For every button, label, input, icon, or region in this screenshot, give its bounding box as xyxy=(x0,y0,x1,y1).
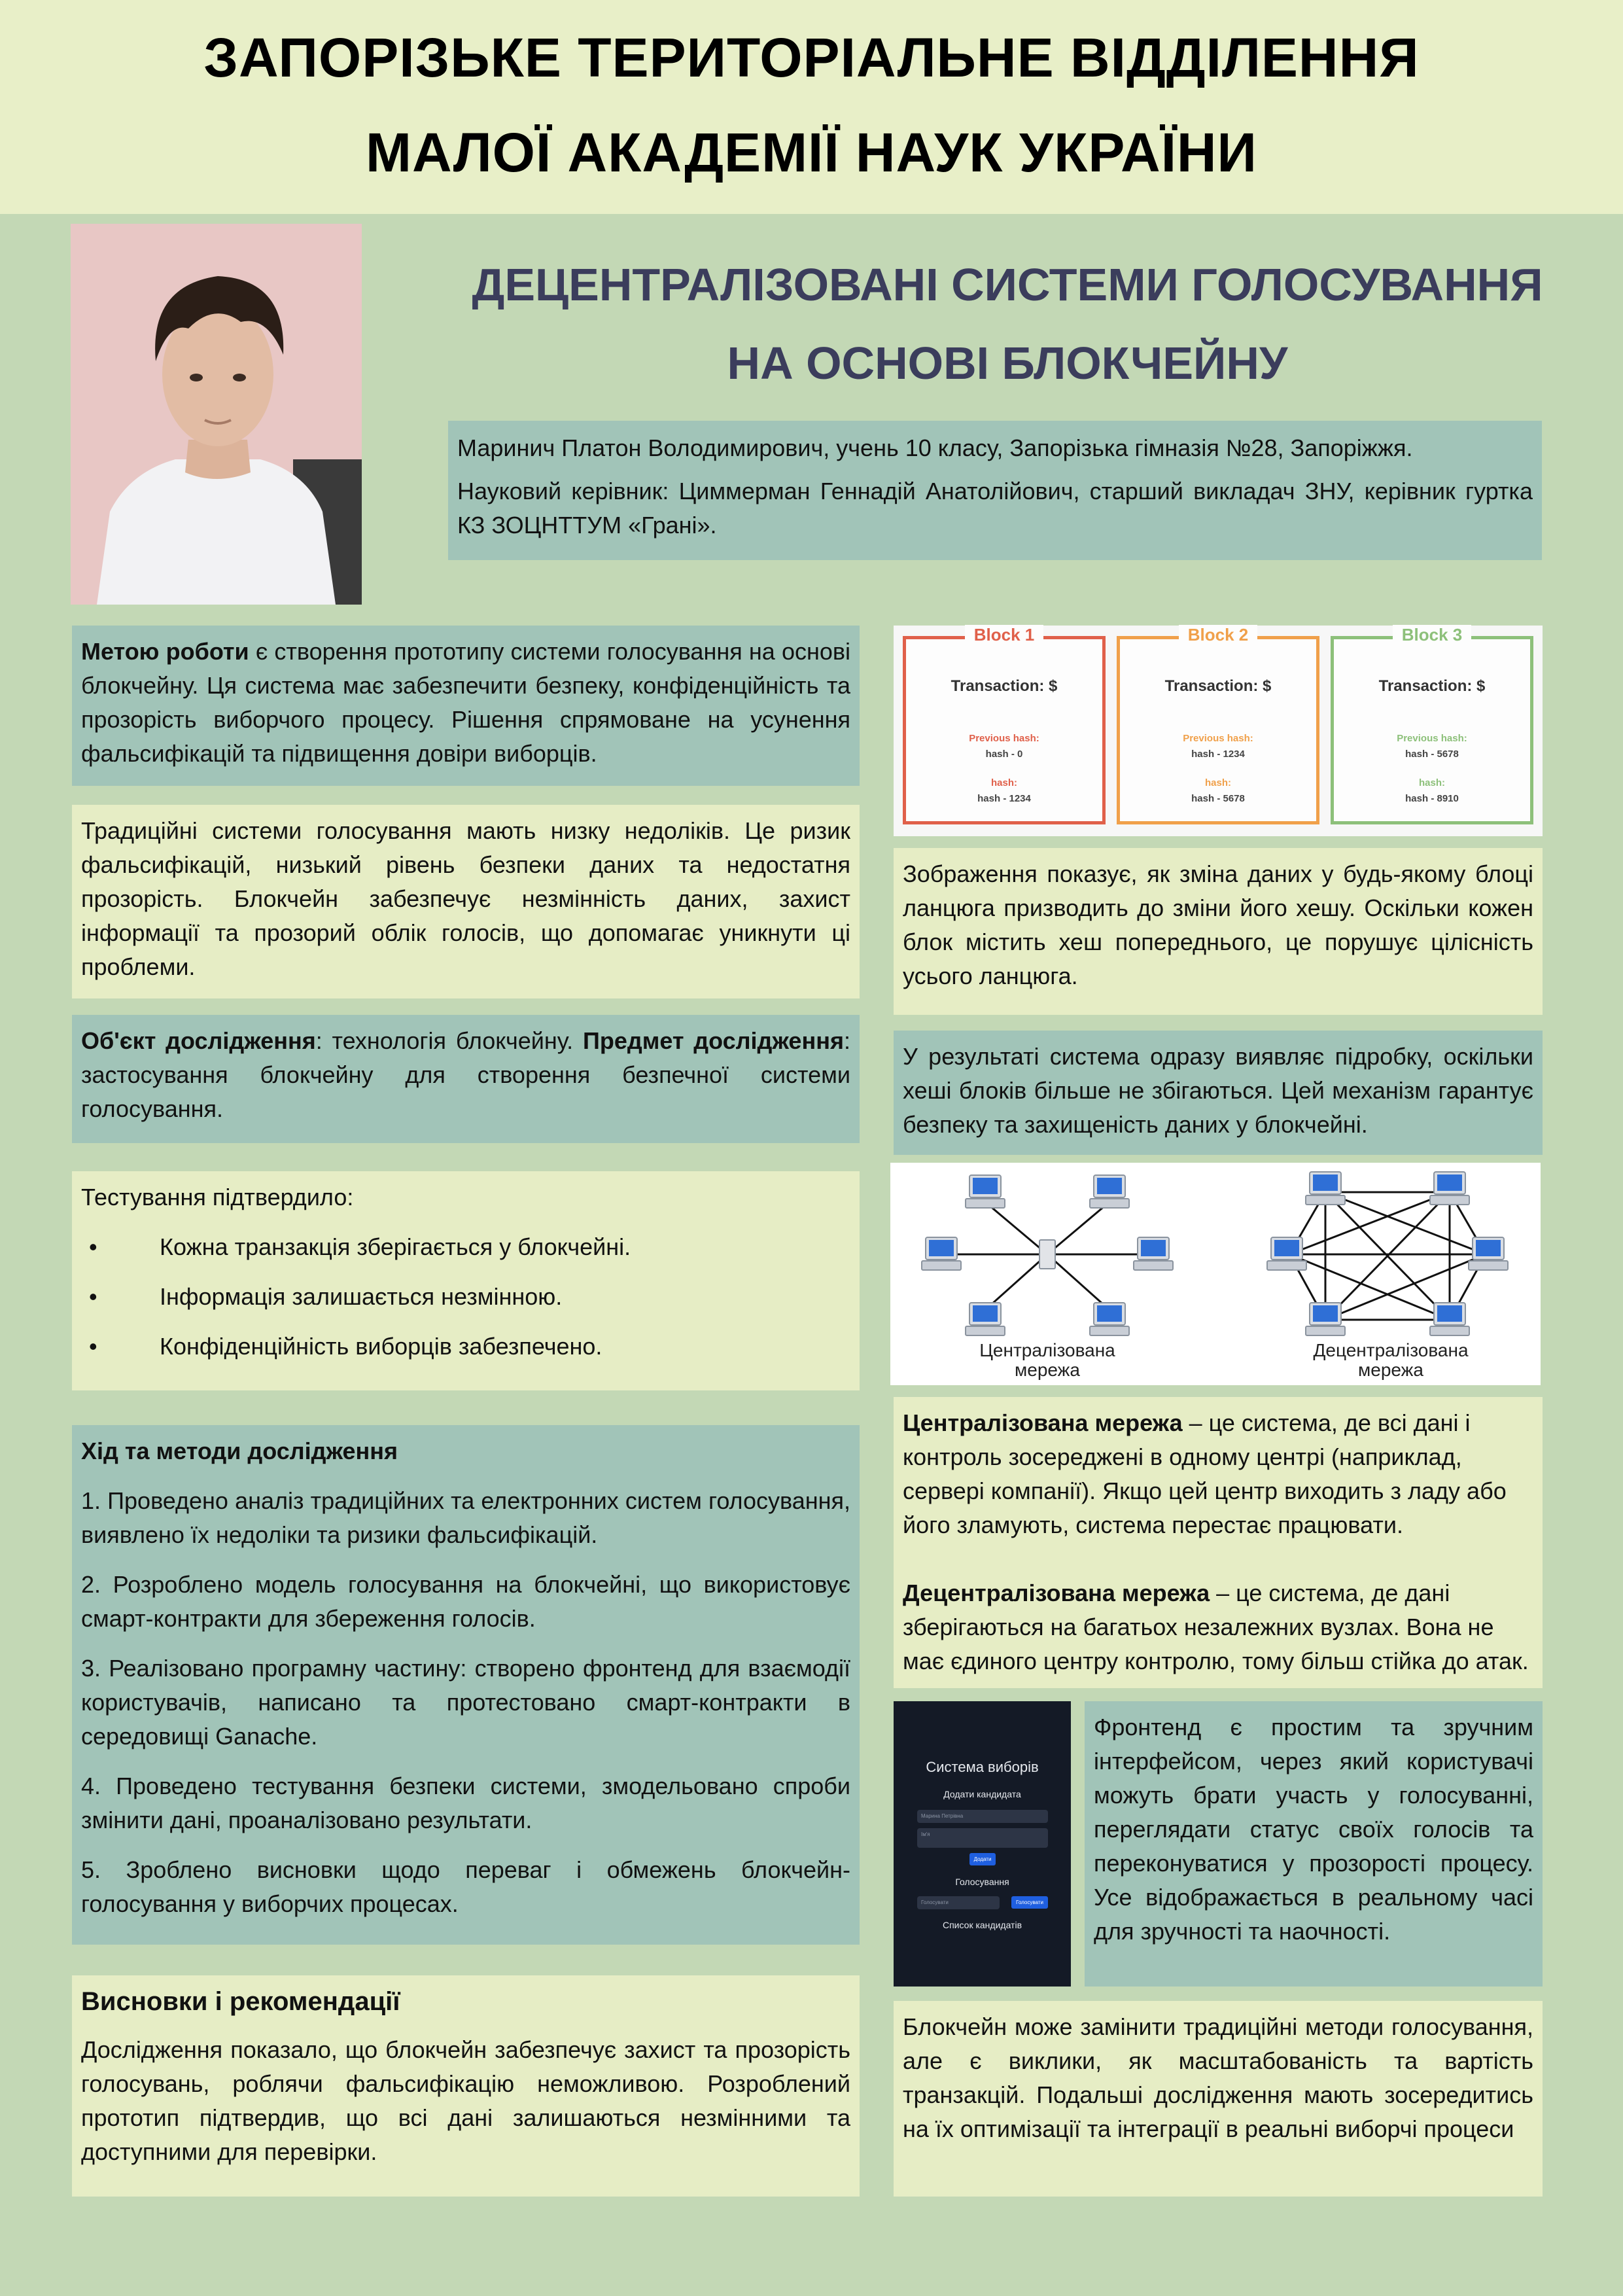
header xyxy=(0,0,1623,214)
decentralized-text: – це система, де дані зберігаються на багатьох незалежних вузлах. Вона не має єдиного центру контролю, тому більш стійка до атак. xyxy=(903,1580,1529,1674)
author-photo xyxy=(71,224,362,605)
centralized-caption: Централізована мережа xyxy=(979,1340,1115,1380)
result-box xyxy=(894,1031,1543,1155)
app-candidate-list: Список кандидатів xyxy=(942,1920,1022,1930)
app-voting-label: Голосування xyxy=(955,1877,1009,1887)
testing-box xyxy=(72,1171,860,1390)
testing-intro: Тестування підтвердило: xyxy=(81,1184,354,1210)
app-vote-field: Голосувати xyxy=(917,1896,1000,1909)
list-item: • Інформація залишається незмінною. xyxy=(81,1280,850,1314)
method-item: 3. Реалізовано програмну частину: створено фронтенд для взаємодії користувачів, написано та протестовано смарт-контракти в середовищі Ganache. xyxy=(81,1655,850,1750)
methods-heading: Хід та методи дослідження xyxy=(81,1438,398,1464)
networks-box xyxy=(894,1397,1543,1688)
conclusions-text: Дослідження показало, що блокчейн забезпечує захист та прозорість голосувань, роблячи фальсифікацію неможливою. Розроблений прототип підтвердив, що всі дані залишаються незмінними та доступними для перевірки. xyxy=(81,2036,850,2165)
goal-paragraph xyxy=(81,635,850,771)
block-hash-value: hash - 1234 xyxy=(977,793,1031,804)
goal-box xyxy=(72,626,860,786)
frontend-text: Фронтенд є простим та зручним інтерфейсом, через який користувачі можуть брати участь у голосуванні, переглядати статус своїх голосів та переконуватися у прозорості процесу. Усе відображається в реальному часі для зручності та наочності. xyxy=(1094,1714,1533,1945)
app-title: Система виборів xyxy=(926,1759,1039,1775)
poster-title-line-2: НА ОСНОВІ БЛОКЧЕЙНУ xyxy=(727,338,1288,389)
decentralized-links xyxy=(1289,1192,1486,1320)
student-info: Маринич Платон Володимирович, учень 10 класу, Запорізька гімназія №28, Запоріжжя. xyxy=(457,434,1413,461)
block-title: Block 3 xyxy=(1393,625,1472,645)
object-text: : технологія блокчейну. xyxy=(315,1027,574,1054)
conclusions-heading: Висновки і рекомендації xyxy=(81,1987,400,2016)
research-object-paragraph xyxy=(81,1024,850,1126)
list-item: • Кожна транзакція зберігається у блокчейні. xyxy=(81,1230,850,1264)
method-item: 5. Зроблено висновки щодо переваг і обмежень блокчейн-голосування у виборчих процесах. xyxy=(81,1856,850,1917)
research-object-box xyxy=(72,1015,860,1143)
future-text: Блокчейн може замінити традиційні методи голосування, але є виклики, як масштабованість та вартість транзакцій. Подальші дослідження мають зосередитись на їх оптимізації та інтеграції в реальні виборчі процеси xyxy=(903,2013,1533,2142)
traditional-text: Традиційні системи голосування мають низку недоліків. Це ризик фальсифікацій, низький рівень безпеки даних та недостатня прозорість. Блокчейн забезпечує незмінність даних, захист інформації та прозорий облік голосів, що допомагає уникнути ці проблеми. xyxy=(81,817,850,980)
app-name-field: Марина Петрівна xyxy=(917,1810,1048,1823)
header-line-1: ЗАПОРІЗЬКЕ ТЕРИТОРІАЛЬНЕ ВІДДІЛЕННЯ xyxy=(203,27,1420,88)
object-label: Об'єкт дослідження xyxy=(81,1027,316,1054)
network-diagram xyxy=(890,1163,1541,1385)
block-prev-hash-value: hash - 5678 xyxy=(1405,749,1459,760)
app-vote-button: Голосувати xyxy=(1011,1896,1048,1909)
block-prev-hash-label: Previous hash: xyxy=(1397,733,1467,744)
traditional-systems-box xyxy=(72,805,860,998)
blockchain-diagram xyxy=(894,626,1543,836)
list-item: • Конфіденційність виборців забезпечено. xyxy=(81,1330,850,1364)
method-item: 2. Розроблено модель голосування на блокчейні, що використовує смарт-контракти для збереження голосів. xyxy=(81,1571,850,1632)
block-card xyxy=(1331,625,1533,824)
server-icon xyxy=(1039,1240,1055,1269)
image-explanation-text: Зображення показує, як зміна даних у будь-якому блоці ланцюга призводить до зміни його хешу. Оскільки кожен блок містить хеш попереднього, це порушує цілісність усього ланцюга. xyxy=(903,860,1533,989)
goal-lead: Метою роботи xyxy=(81,638,249,665)
method-item: 4. Проведено тестування безпеки системи, змодельовано спроби змінити дані, проаналізовано результати. xyxy=(81,1773,850,1833)
block-transaction: Transaction: $ xyxy=(1378,677,1486,695)
block-hash-label: hash: xyxy=(1204,777,1231,788)
result-text: У результаті система одразу виявляє підробку, оскільки хеші блоків більше не збігаються. Цей механізм гарантує безпеку та захищеність даних у блокчейні. xyxy=(903,1043,1533,1138)
frontend-box xyxy=(1085,1701,1543,1987)
decentralized-label: Децентралізована мережа xyxy=(903,1580,1210,1606)
testing-list xyxy=(81,1230,850,1364)
app-add-button: Додати xyxy=(969,1853,996,1865)
app-add-candidate: Додати кандидата xyxy=(943,1789,1021,1799)
decentralized-paragraph xyxy=(903,1576,1533,1678)
block-transaction: Transaction: $ xyxy=(951,677,1058,695)
future-box xyxy=(894,2001,1543,2197)
authors-box xyxy=(448,421,1542,560)
block-transaction: Transaction: $ xyxy=(1164,677,1272,695)
block-prev-hash-value: hash - 1234 xyxy=(1191,749,1245,760)
centralized-label: Централізована мережа xyxy=(903,1409,1183,1436)
centralized-paragraph xyxy=(903,1406,1533,1542)
block-title: Block 1 xyxy=(965,625,1044,645)
header-line-2: МАЛОЇ АКАДЕМІЇ НАУК УКРАЇНИ xyxy=(366,122,1257,183)
block-prev-hash-label: Previous hash: xyxy=(1183,733,1253,744)
subject-text: : застосування блокчейну для створення безпечної системи голосування. xyxy=(81,1027,850,1122)
block-title: Block 2 xyxy=(1179,625,1258,645)
image-explanation-box xyxy=(894,848,1543,1015)
block-card xyxy=(1117,625,1319,824)
decentralized-caption: Децентралізована мережа xyxy=(1313,1340,1469,1380)
method-item: 1. Проведено аналіз традиційних та електронних систем голосування, виявлено їх недоліки та ризики фальсифікацій. xyxy=(81,1487,850,1548)
poster-title-line-1: ДЕЦЕНТРАЛІЗОВАНІ СИСТЕМИ ГОЛОСУВАННЯ xyxy=(472,259,1543,310)
block-hash-label: hash: xyxy=(990,777,1017,788)
block-card xyxy=(903,625,1106,824)
block-hash-value: hash - 8910 xyxy=(1405,793,1459,804)
app-party-field: Ім'я xyxy=(917,1828,1048,1848)
advisor-info: Науковий керівник: Циммерман Геннадій Анатолійович, старший викладач ЗНУ, керівник гуртка КЗ ЗОЦНТТУМ «Грані». xyxy=(457,478,1533,539)
methods-box xyxy=(72,1425,860,1945)
block-hash-label: hash: xyxy=(1418,777,1445,788)
block-prev-hash-value: hash - 0 xyxy=(985,749,1023,760)
block-hash-value: hash - 5678 xyxy=(1191,793,1245,804)
subject-label: Предмет дослідження xyxy=(582,1027,844,1054)
conclusions-box xyxy=(72,1975,860,2197)
block-prev-hash-label: Previous hash: xyxy=(969,733,1039,744)
centralized-text: – це система, де всі дані і контроль зосереджені в одному центрі (наприклад, сервері компанії). Якщо цей центр виходить з ладу або його зламують, система перестає працювати. xyxy=(903,1409,1507,1538)
app-screenshot xyxy=(894,1701,1071,1987)
goal-text: є створення прототипу системи голосування на основі блокчейну. Ця система має забезпечити безпеку, конфіденційність та прозорість виборчого процесу. Рішення спрямоване на усунення фальсифікацій та підвищення довіри виборців. xyxy=(81,638,851,767)
